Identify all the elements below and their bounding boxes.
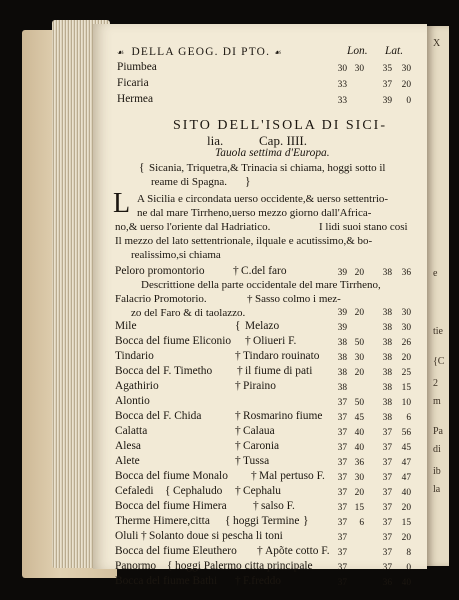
- dagger-icon: †: [235, 485, 241, 497]
- lon-min: 30: [354, 353, 364, 363]
- modern-name: Piraino: [243, 380, 276, 392]
- lat-min: 30: [401, 323, 411, 333]
- modern-name-alt: Cephalu: [243, 485, 281, 497]
- lon-deg: 37: [337, 548, 347, 558]
- modern-name: Tindaro rouinato: [243, 350, 320, 362]
- lon-min: 50: [354, 398, 364, 408]
- ancient-name: Alontio: [115, 395, 150, 407]
- ancient-name: Mile: [115, 320, 137, 332]
- lon-deg: 37: [337, 458, 347, 468]
- lat-deg: 38: [382, 308, 392, 318]
- running-header: [117, 46, 285, 58]
- lon-deg: 37: [337, 413, 347, 423]
- lat-min: 56: [401, 428, 411, 438]
- section-title-cont: lia.: [207, 133, 224, 148]
- para-line-2: ne dal mare Tirrheno,uerso mezzo giorno dall'Africa-: [137, 207, 372, 219]
- lat-min: 20: [401, 503, 411, 513]
- modern-name: salso F.: [261, 500, 295, 512]
- ancient-name: Alesa: [115, 440, 141, 452]
- lon-min: 20: [354, 368, 364, 378]
- modern-name: F.freddo: [243, 575, 281, 587]
- dagger-icon: †: [235, 380, 241, 392]
- lat-deg: 38: [382, 268, 392, 278]
- running-title: DELLA GEOG. DI PTO.: [131, 46, 271, 58]
- lat-min: 10: [401, 398, 411, 408]
- modern-name: Calaua: [243, 425, 275, 437]
- lat-min: 0: [406, 96, 411, 106]
- brace-open-icon: {: [165, 485, 171, 497]
- dagger-icon: †: [253, 500, 259, 512]
- brace-close-icon: }: [245, 176, 251, 188]
- lat-min: 20: [401, 80, 411, 90]
- lon-min: 30: [354, 473, 364, 483]
- lat-deg: 38: [382, 353, 392, 363]
- dagger-icon: †: [237, 365, 243, 377]
- lon-min: 40: [354, 428, 364, 438]
- lon-deg: 38: [337, 368, 347, 378]
- brace-close-icon: }: [303, 515, 309, 527]
- lat-deg: 35: [382, 64, 392, 74]
- lat-min: 36: [401, 268, 411, 278]
- lat-deg: 37: [382, 518, 392, 528]
- ancient-name: Bocca del F. Timetho: [115, 365, 213, 377]
- lon-deg: 37: [337, 428, 347, 438]
- lon-deg: 37: [337, 503, 347, 513]
- lon-deg: 37: [337, 518, 347, 528]
- modern-name: Melazo: [245, 320, 280, 332]
- lat-deg: 37: [382, 503, 392, 513]
- lon-min: 36: [354, 458, 364, 468]
- ancient-name: Calatta: [115, 425, 148, 437]
- entry-name: Piumbea: [117, 61, 157, 73]
- modern-name: Solanto doue si pescha li toni: [149, 530, 283, 542]
- lat-min: 45: [401, 443, 411, 453]
- modern-name: Caronia: [243, 440, 280, 452]
- lon-deg: 38: [337, 383, 347, 393]
- lon-deg: 37: [337, 398, 347, 408]
- ancient-name: Agathirio: [115, 380, 159, 392]
- lat-deg: 37: [382, 563, 392, 573]
- lat-min: 0: [406, 563, 411, 573]
- desc-line-2b: Sasso colmo i mez-: [255, 293, 341, 305]
- hand-ornament-icon: ☙: [274, 48, 283, 57]
- modern-name: Tussa: [243, 455, 270, 467]
- brace-open-icon: {: [167, 560, 173, 572]
- lat-min: 30: [401, 308, 411, 318]
- ancient-name: Bocca del fiume Himera: [115, 500, 227, 512]
- lon-min: 50: [354, 338, 364, 348]
- lon-min: 20: [354, 308, 364, 318]
- lat-deg: 37: [382, 533, 392, 543]
- modern-name: Cephaludo: [173, 485, 223, 497]
- modern-name: Oliueri F.: [253, 335, 297, 347]
- lon-deg: 39: [337, 268, 347, 278]
- ancient-name: Tindario: [115, 350, 154, 362]
- lat-min: 47: [401, 473, 411, 483]
- para-line-5: realissimo,si chiama: [131, 249, 221, 261]
- lon-min: 30: [354, 64, 364, 74]
- dagger-icon: †: [235, 455, 241, 467]
- dagger-icon: †: [235, 575, 241, 587]
- drop-cap: L: [113, 188, 131, 219]
- lon-deg: 37: [337, 473, 347, 483]
- lon-deg: 37: [337, 443, 347, 453]
- lat-min: 25: [401, 368, 411, 378]
- lat-deg: 37: [382, 443, 392, 453]
- lat-deg: 38: [382, 323, 392, 333]
- alias-note: Sicania, Triquetra,& Trinacia si chiama, hoggi sotto il: [149, 162, 386, 174]
- chapter-label: Cap. IIII.: [259, 133, 308, 148]
- desc-line-2a: Falacrio Promotorio.: [115, 293, 207, 305]
- para-line-1: A Sicilia e circondata uerso occidente,& uerso settentrio-: [137, 193, 389, 205]
- lat-deg: 39: [382, 96, 392, 106]
- modern-name: il fiume di pati: [245, 365, 313, 377]
- para-line-3b: I lidi suoi stano cosi: [319, 221, 408, 233]
- lon-deg: 37: [337, 563, 347, 573]
- lon-min: 6: [359, 518, 364, 528]
- lat-deg: 38: [382, 398, 392, 408]
- desc-line-1: Descrittione della parte occidentale del mare Tirrheno,: [141, 279, 381, 291]
- modern-name: Rosmarino fiume: [243, 410, 323, 422]
- ancient-name: Panormo: [115, 560, 157, 572]
- dagger-icon: †: [247, 293, 253, 305]
- dagger-icon: †: [251, 470, 257, 482]
- adjacent-page-edge: X e tie {C 2 m Pa di ib la: [427, 26, 449, 566]
- lat-deg: 38: [382, 368, 392, 378]
- desc-line-3: zo del Faro & di taolazzo.: [131, 307, 246, 319]
- brace-open-icon: {: [235, 320, 241, 332]
- dagger-icon: †: [257, 545, 263, 557]
- lat-deg: 38: [382, 338, 392, 348]
- lat-deg: 37: [382, 80, 392, 90]
- peloro-modern: C.del faro: [241, 265, 287, 277]
- modern-name: Mal pertuso F.: [259, 470, 325, 482]
- tavola-note: Tauola settima d'Europa.: [215, 147, 330, 159]
- modern-name: hoggi Palermo citta principale: [175, 560, 313, 572]
- modern-name: hoggi Termine: [233, 515, 300, 527]
- col-header-lon: Lon.: [347, 45, 368, 57]
- brace-open-icon: {: [139, 162, 145, 174]
- hand-ornament-icon: ☙: [117, 48, 126, 57]
- lat-min: 40: [401, 578, 411, 588]
- lat-deg: 37: [382, 428, 392, 438]
- lon-min: 40: [354, 443, 364, 453]
- lat-deg: 37: [382, 548, 392, 558]
- dagger-icon: †: [235, 425, 241, 437]
- ancient-name: Alete: [115, 455, 140, 467]
- lat-min: 26: [401, 338, 411, 348]
- dagger-icon: †: [233, 265, 239, 277]
- lat-min: 15: [401, 383, 411, 393]
- dagger-icon: †: [245, 335, 251, 347]
- col-header-lat: Lat.: [385, 45, 404, 57]
- lon-deg: 39: [337, 308, 347, 318]
- para-line-3: no,& uerso l'oriente dal Hadriatico.: [115, 221, 271, 233]
- dagger-icon: †: [235, 350, 241, 362]
- ancient-name: Bocca del F. Chida: [115, 410, 202, 422]
- lon-min: 20: [354, 268, 364, 278]
- lon-deg: 30: [337, 64, 347, 74]
- lat-deg: 37: [382, 458, 392, 468]
- entry-name: Ficaria: [117, 77, 149, 89]
- lon-deg: 37: [337, 578, 347, 588]
- lat-min: 20: [401, 353, 411, 363]
- ancient-name: Bocca del fiume Eleuthero: [115, 545, 237, 557]
- section-title: SITO DELL'ISOLA DI SICI-: [173, 118, 387, 133]
- lon-min: 15: [354, 503, 364, 513]
- lon-deg: 33: [337, 96, 347, 106]
- dagger-icon: †: [235, 440, 241, 452]
- lat-min: 6: [406, 413, 411, 423]
- lat-deg: 38: [382, 383, 392, 393]
- ancient-name: Cefaledi: [115, 485, 154, 497]
- brace-open-icon: {: [225, 515, 231, 527]
- lon-min: 20: [354, 488, 364, 498]
- ancient-name: Bocca del fiume Bathi: [115, 575, 218, 587]
- lon-min: 45: [354, 413, 364, 423]
- modern-name: Apõte cotto F.: [265, 545, 330, 557]
- ancient-name: Oluli: [115, 530, 139, 542]
- ancient-name: Bocca del fiume Eliconio: [115, 335, 232, 347]
- lat-deg: 38: [382, 413, 392, 423]
- lat-min: 47: [401, 458, 411, 468]
- para-line-4: Il mezzo del lato settentrionale, ilquale e acutissimo,& bo-: [115, 235, 373, 247]
- lon-deg: 38: [337, 353, 347, 363]
- lon-deg: 37: [337, 533, 347, 543]
- peloro-name: Peloro promontorio: [115, 265, 205, 277]
- lon-deg: 33: [337, 80, 347, 90]
- lon-deg: 39: [337, 323, 347, 333]
- alias-note-cont: reame di Spagna.: [151, 176, 228, 188]
- dagger-icon: †: [141, 530, 147, 542]
- lat-min: 30: [401, 64, 411, 74]
- dagger-icon: †: [235, 410, 241, 422]
- lat-min: 40: [401, 488, 411, 498]
- lat-deg: 37: [382, 473, 392, 483]
- lat-min: 20: [401, 533, 411, 543]
- lat-deg: 37: [382, 488, 392, 498]
- entry-name: Hermea: [117, 93, 154, 105]
- ancient-name: Bocca del fiume Monalo: [115, 470, 228, 482]
- lat-deg: 36: [382, 578, 392, 588]
- lon-deg: 37: [337, 488, 347, 498]
- book-page: [93, 24, 427, 588]
- lat-min: 8: [406, 548, 411, 558]
- lon-deg: 38: [337, 338, 347, 348]
- ancient-name: Therme Himere,citta: [115, 515, 210, 527]
- lat-min: 15: [401, 518, 411, 528]
